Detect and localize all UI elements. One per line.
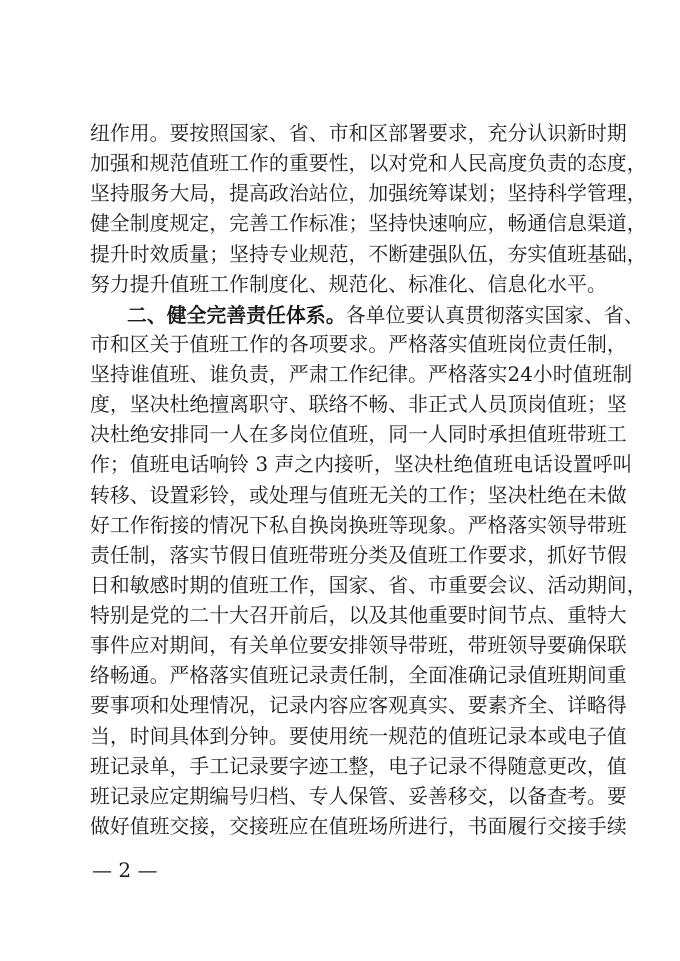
text-line: 坚持服务大局，提高政治站位，加强统筹谋划；坚持科学管理，	[90, 182, 647, 205]
section-heading-line	[127, 298, 644, 332]
text-line: 努力提升值班工作制度化、规范化、标准化、信息化水平。	[90, 273, 607, 296]
text-line: 决杜绝安排同一人在多岗位值班，同一人同时承担值班带班工	[90, 423, 627, 446]
text-line: 事件应对期间，有关单位要安排领导带班，带班领导要确保联	[90, 634, 627, 657]
text-line: 纽作用。要按照国家、省、市和区部署要求，充分认识新时期	[90, 122, 627, 145]
text-line: 班记录单，手工记录要字迹工整，电子记录不得随意更改，值	[90, 755, 627, 778]
text-line: 做好值班交接，交接班应在值班场所进行，书面履行交接手续	[90, 815, 627, 838]
text-line: 日和敏感时期的值班工作，国家、省、市重要会议、活动期间，	[90, 574, 647, 597]
heading-line-text: 各单位要认真贯彻落实国家、省、	[345, 304, 644, 327]
text-line: 当，时间具体到分钟。要使用统一规范的值班记录本或电子值	[90, 725, 627, 748]
text-line: 提升时效质量；坚持专业规范，不断建强队伍，夯实值班基础，	[90, 243, 647, 266]
text-line: 特别是党的二十大召开前后，以及其他重要时间节点、重特大	[90, 604, 627, 627]
text-line: 班记录应定期编号归档、专人保管、妥善移交，以备查考。要	[90, 785, 627, 808]
section-heading: 二、健全完善责任体系。	[127, 303, 346, 327]
text-line: 加强和规范值班工作的重要性，以对党和人民高度负责的态度，	[90, 152, 647, 175]
text-line: 责任制，落实节假日值班带班分类及值班工作要求，抓好节假	[90, 544, 627, 567]
text-line: 坚持谁值班、谁负责，严肃工作纪律。严格落实24小时值班制	[90, 363, 633, 386]
page-number: — 2 —	[92, 858, 158, 882]
text-line: 健全制度规定，完善工作标准；坚持快速响应，畅通信息渠道，	[90, 212, 647, 235]
text-line: 好工作衔接的情况下私自换岗换班等现象。严格落实领导带班	[90, 514, 627, 537]
text-line: 度，坚决杜绝擅离职守、联络不畅、非正式人员顶岗值班；坚	[90, 393, 627, 416]
text-line: 作；值班电话响铃 3 声之内接听，坚决杜绝值班电话设置呼叫	[90, 453, 633, 476]
text-line: 转移、设置彩铃，或处理与值班无关的工作；坚决杜绝在未做	[90, 484, 627, 507]
text-line: 要事项和处理情况，记录内容应客观真实、要素齐全、详略得	[90, 694, 627, 717]
text-line: 络畅通。严格落实值班记录责任制，全面准确记录值班期间重	[90, 664, 627, 687]
text-line: 市和区关于值班工作的各项要求。严格落实值班岗位责任制，	[90, 333, 627, 356]
